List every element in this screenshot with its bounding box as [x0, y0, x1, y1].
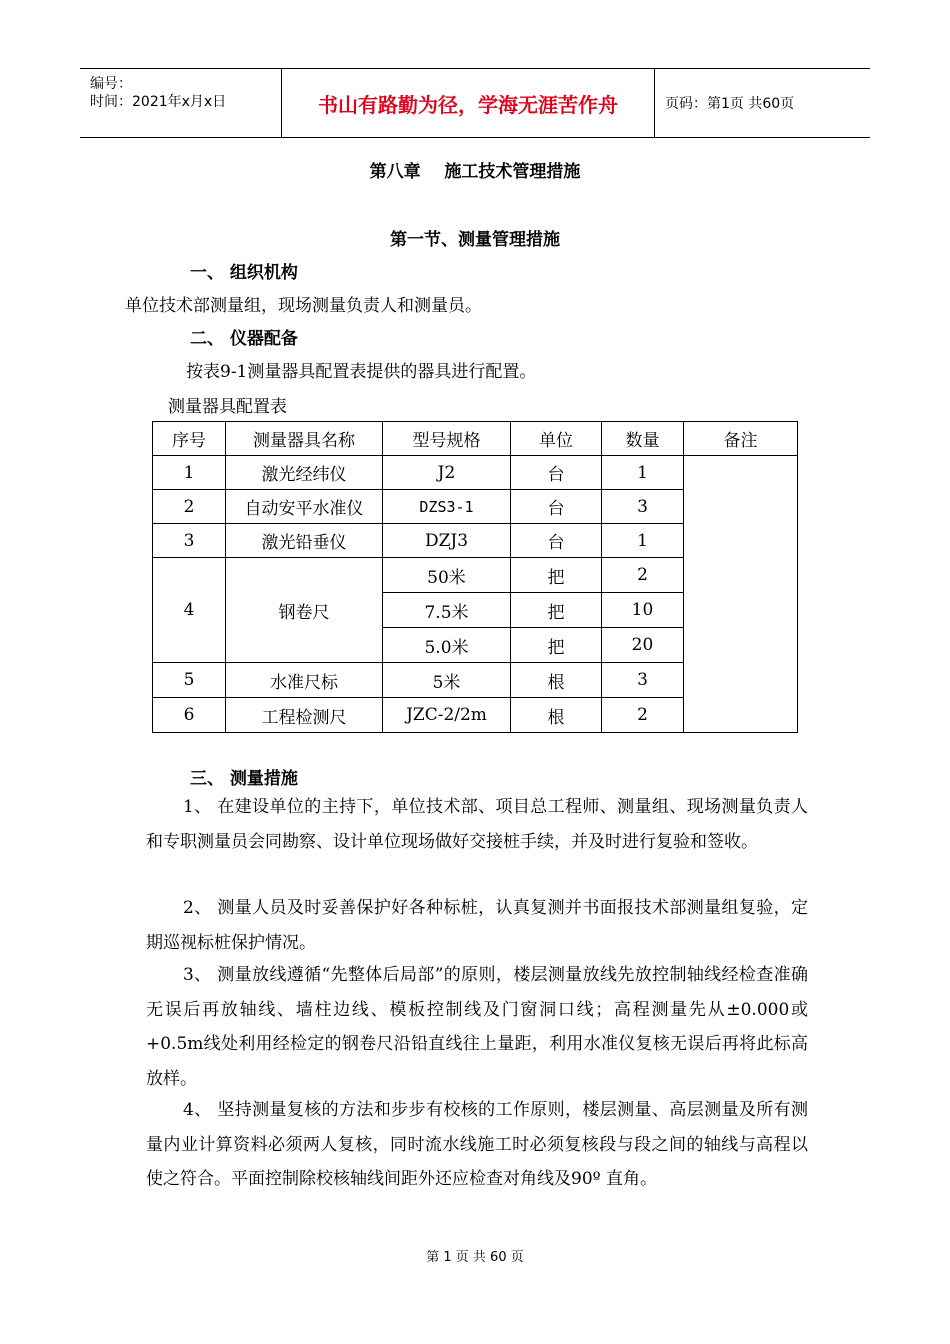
cell-spec: 5.0米 [383, 628, 511, 663]
doc-number-label: 编号： [90, 76, 132, 92]
header-motto: 书山有路勤为径，学海无涯苦作舟 [282, 69, 655, 137]
cell-name: 激光铅垂仪 [226, 524, 383, 558]
cell-qty: 1 [602, 456, 684, 490]
table-caption: 测量器具配置表 [168, 397, 287, 417]
paragraph-text: 4、 坚持测量复核的方法和步步有校核的工作原则，楼层测量、高层测量及所有测量内业计算资料必须两人复核，同时流水线施工时必须复核段与段之间的轴线与高程以使之符合。平面控制除校核轴线间距外还应检查对角线及90º 直角。 [146, 1100, 808, 1189]
col-header: 数量 [602, 422, 684, 456]
paragraph [146, 1093, 808, 1197]
cell-no: 3 [153, 524, 226, 558]
cell-spec: DZS3-1 [383, 490, 511, 524]
cell-unit: 根 [511, 698, 602, 733]
paragraph [146, 958, 808, 1096]
cell-spec: JZC-2/2m [383, 698, 511, 733]
cell-qty: 3 [602, 663, 684, 698]
header-page-info: 页码：第1页 共60页 [665, 96, 795, 112]
cell-unit: 台 [511, 490, 602, 524]
cell-name: 水准尺标 [226, 663, 383, 698]
document-header [80, 68, 870, 138]
cell-qty: 3 [602, 490, 684, 524]
cell-spec: DZJ3 [383, 524, 511, 558]
cell-spec: 5米 [383, 663, 511, 698]
heading-measures: 三、 测量措施 [190, 769, 298, 789]
cell-qty: 1 [602, 524, 684, 558]
heading-organization: 一、 组织机构 [190, 263, 298, 283]
cell-spec: 50米 [383, 558, 511, 593]
cell-unit: 台 [511, 456, 602, 490]
col-header: 型号规格 [383, 422, 511, 456]
paragraph-text: 2、 测量人员及时妥善保护好各种标桩，认真复测并书面报技术部测量组复验，定期巡视标桩保护情况。 [146, 898, 808, 953]
cell-qty: 10 [602, 593, 684, 628]
cell-no: 6 [153, 698, 226, 733]
paragraph-text: 1、 在建设单位的主持下，单位技术部、项目总工程师、测量组、现场测量负责人和专职测量员会同勘察、设计单位现场做好交接桩手续，并及时进行复验和签收。 [146, 797, 808, 852]
cell-unit: 把 [511, 558, 602, 593]
page-footer: 第 1 页 共 60 页 [426, 1250, 524, 1265]
cell-qty: 2 [602, 698, 684, 733]
section-title: 第一节、测量管理措施 [390, 230, 560, 250]
cell-no: 4 [153, 558, 226, 663]
organization-text: 单位技术部测量组，现场测量负责人和测量员。 [125, 296, 482, 316]
cell-spec: 7.5米 [383, 593, 511, 628]
col-header: 备注 [684, 422, 798, 456]
cell-unit: 根 [511, 663, 602, 698]
col-header: 序号 [153, 422, 226, 456]
col-header: 单位 [511, 422, 602, 456]
header-meta [80, 69, 282, 137]
paragraph [146, 891, 808, 960]
cell-unit: 把 [511, 593, 602, 628]
instruments-text: 按表9-1测量器具配置表提供的器具进行配置。 [186, 362, 537, 382]
instrument-table [152, 421, 798, 733]
doc-time-label: 时间：2021年x月x日 [90, 94, 227, 110]
cell-qty: 2 [602, 558, 684, 593]
cell-name: 激光经纬仪 [226, 456, 383, 490]
table-row [153, 456, 798, 490]
cell-remarks [684, 456, 798, 733]
paragraph-text: 3、 测量放线遵循“先整体后局部”的原则，楼层测量放线先放控制轴线经检查准确无误后再放轴线、墙柱边线、模板控制线及门窗洞口线；高程测量先从±0.000或+0.5m线处利用经检定的钢卷尺沿铅直线往上量距，利用水准仪复核无误后再将此标高放样。 [146, 965, 808, 1089]
heading-instruments: 二、 仪器配备 [190, 329, 298, 349]
cell-no: 1 [153, 456, 226, 490]
chapter-title: 第八章 施工技术管理措施 [369, 162, 581, 182]
cell-name: 钢卷尺 [226, 558, 383, 663]
cell-no: 2 [153, 490, 226, 524]
cell-name: 自动安平水准仪 [226, 490, 383, 524]
cell-no: 5 [153, 663, 226, 698]
cell-name: 工程检测尺 [226, 698, 383, 733]
cell-spec: J2 [383, 456, 511, 490]
col-header: 测量器具名称 [226, 422, 383, 456]
table-header-row [153, 422, 798, 456]
paragraph [146, 790, 808, 859]
cell-unit: 把 [511, 628, 602, 663]
cell-qty: 20 [602, 628, 684, 663]
cell-unit: 台 [511, 524, 602, 558]
